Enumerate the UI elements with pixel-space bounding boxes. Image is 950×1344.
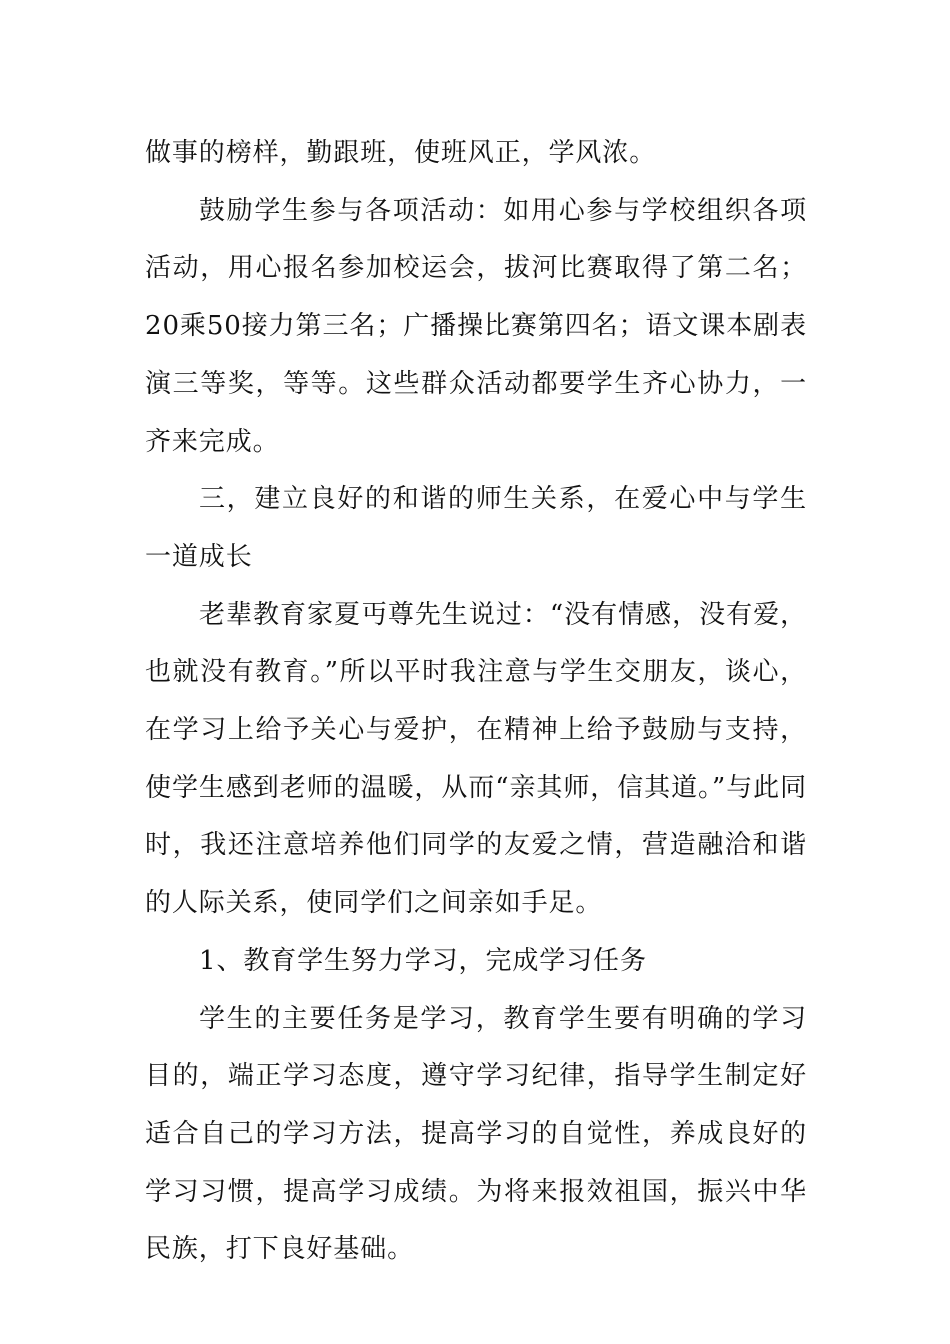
paragraph-role-model: 做事的榜样，勤跟班，使班风正，学风浓。 — [145, 138, 657, 168]
paragraph-love-and-education: 老辈教育家夏丏尊先生说过：“没有情感，没有爱，也就没有教育。”所以平时我注意与学生交朋友，谈心，在学习上给予关心与爱护，在精神上给予鼓励与支持，使学生感到老师的温暖，从而“亲其师，信其道。”与此同时，我还注意培养他们同学的友爱之情，营造融洽和谐的人际关系，使同学们之间亲如手足。 — [145, 599, 807, 919]
section-heading-teacher-student-relationship: 三，建立良好的和谐的师生关系，在爱心中与学生一道成长 — [145, 484, 807, 572]
paragraph-study-goals: 学生的主要任务是学习，教育学生要有明确的学习目的，端正学习态度，遵守学习纪律，指导学生制定好适合自己的学习方法，提高学习的自觉性，养成良好的学习习惯，提高学习成绩。为将来报效祖国，振兴中华民族，打下良好基础。 — [145, 1003, 807, 1265]
subheading-study-tasks: 1、教育学生努力学习，完成学习任务 — [199, 945, 647, 976]
document-body — [145, 125, 807, 1279]
paragraph-activities: 鼓励学生参与各项活动：如用心参与学校组织各项活动，用心报名参加校运会，拔河比赛取得了第二名；20乘50接力第三名；广播操比赛第四名；语文课本剧表演三等奖，等等。这些群众活动都要学生齐心协力，一齐来完成。 — [145, 195, 807, 457]
